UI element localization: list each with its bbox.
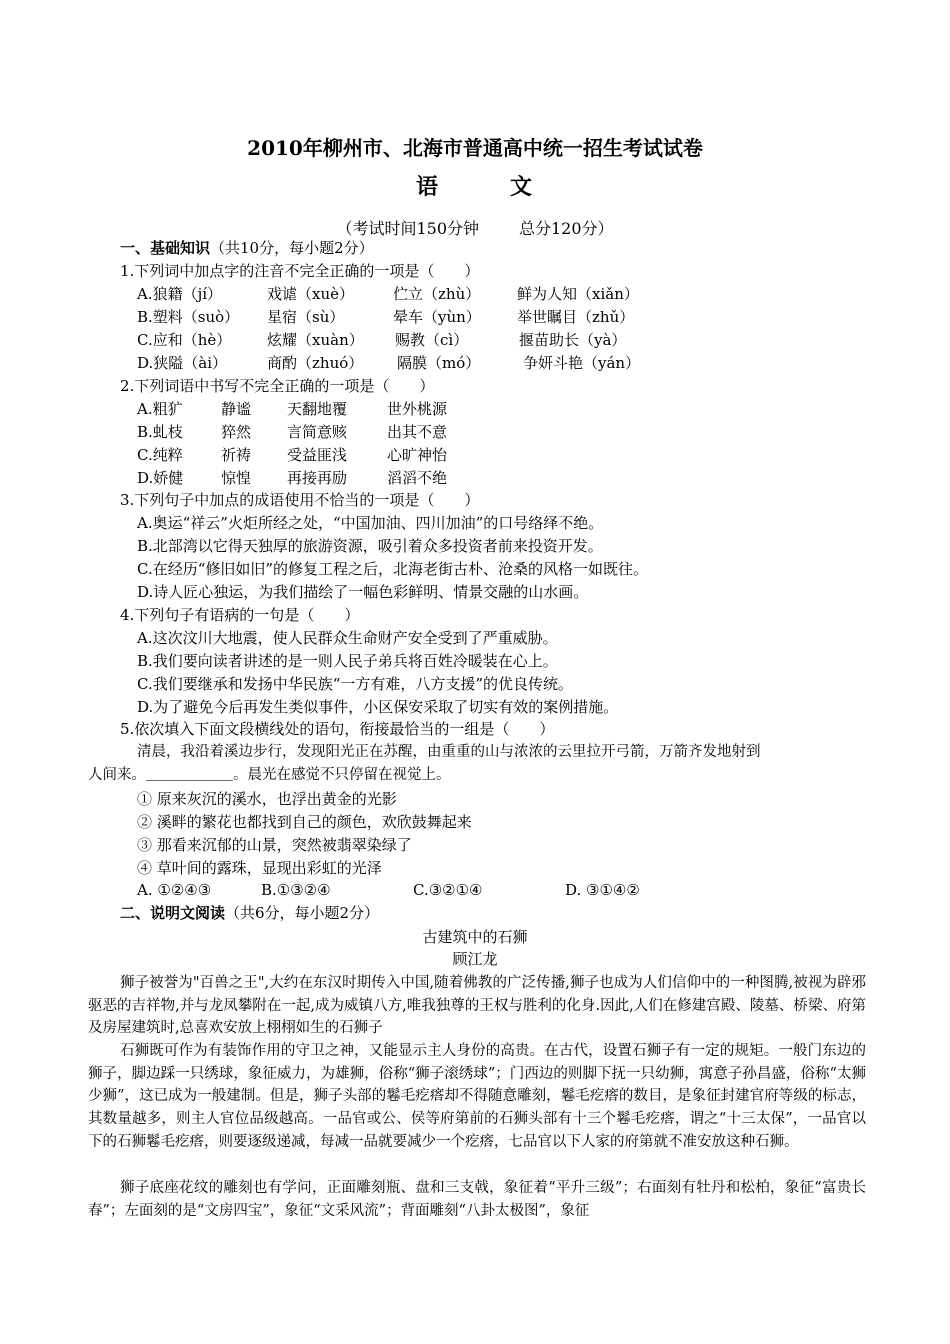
option-term: 星宿（sù）	[267, 308, 345, 326]
option-term: 争妍斗艳（yán）	[523, 354, 641, 372]
option-term: 受益匪浅	[287, 446, 348, 464]
question-3-option-a: A.奥运“祥云”火炬所经之处，“中国加油、四川加油”的口号络绎不绝。	[137, 514, 604, 532]
question-3-option-c: C.在经历“修旧如旧”的修复工程之后，北海老街古朴、沧桑的风格一如既往。	[137, 560, 649, 578]
section-1-title: 一、基础知识	[120, 239, 211, 257]
section-2-note: （共6分，每小题2分）	[225, 904, 380, 922]
option-term: 言简意赅	[287, 423, 348, 441]
question-5-passage-line-1: 清晨，我沿着溪边步行，发现阳光正在苏醒，由重重的山与浓浓的云里拉开弓箭，万箭齐发地射到	[137, 744, 761, 760]
subject-title	[0, 170, 950, 201]
question-4-option-a: A.这次汶川大地震，使人民群众生命财产安全受到了严重威胁。	[137, 629, 558, 647]
question-5-item-1: ① 原来灰沉的溪水，也浮出黄金的光影	[137, 790, 397, 808]
option-term: 天翻地覆	[287, 400, 348, 418]
choice-c: C.③②①④	[413, 881, 483, 899]
option-term: 举世瞩目（zhǔ）	[517, 308, 635, 326]
question-2-option-c	[137, 445, 447, 465]
option-term: 再接再励	[287, 469, 348, 487]
question-5-item-3: ③ 那看来沉郁的山景，突然被翡翠染绿了	[137, 836, 412, 854]
article-author: 顾江龙	[452, 950, 498, 968]
question-2-option-b	[137, 422, 447, 442]
exam-time: （考试时间150分钟	[336, 219, 479, 238]
option-term: 伫立（zhù）	[393, 285, 481, 303]
option-term: 惊惶	[221, 469, 252, 487]
option-term: 滔滔不绝	[387, 469, 448, 487]
section-1-heading	[120, 238, 374, 258]
option-term: 出其不意	[387, 423, 448, 441]
question-3-option-b: B.北部湾以它得天独厚的旅游资源，吸引着众多投资者前来投资开发。	[137, 537, 603, 555]
question-3-stem: 3.下列句子中加点的成语使用不恰当的一项是（ ）	[120, 491, 480, 509]
option-term: 赐教（cì）	[395, 331, 469, 349]
question-5-stem: 5.依次填入下面文段横线处的语句，衔接最恰当的一组是（ ）	[120, 720, 555, 738]
option-term: 心旷神怡	[387, 446, 448, 464]
option-term: 鲜为人知（xiǎn）	[517, 285, 639, 303]
question-4-stem: 4.下列句子有语病的一句是（ ）	[120, 606, 360, 624]
question-1-stem: 1.下列词中加点字的注音不完全正确的一项是（ ）	[120, 262, 480, 280]
question-2-option-d	[137, 468, 447, 488]
option-term: 祈祷	[221, 446, 252, 464]
option-term: A.粗犷	[137, 400, 183, 418]
option-term: B.虬枝	[137, 423, 183, 441]
option-term: 商酌（zhuó）	[267, 354, 364, 372]
subject-char-1: 语	[415, 174, 440, 200]
exam-info	[0, 216, 950, 239]
option-term: B.塑料（suò）	[137, 308, 240, 326]
section-2-title: 二、说明文阅读	[120, 904, 226, 922]
question-1-option-a	[137, 284, 639, 304]
question-1-option-b	[137, 307, 634, 327]
question-5-passage-line-2: 人间来。＿＿＿＿＿＿。晨光在感觉不只停留在视觉上。	[88, 767, 451, 783]
article-paragraph-2: 石狮既可作为有装饰作用的守卫之神，又能显示主人身份的高贵。在古代，设置石狮子有一定的规矩。一般门东边的狮子，脚边踩一只绣球，象征威力，为雄狮，俗称“狮子滚绣球”；门西边的则脚下抚一只幼狮，寓意子孙昌盛，俗称“太狮少狮”，这已成为一般建制。但是，狮子头部的鬈毛疙瘩却不得随意雕刻，鬈毛疙瘩的数目，是象征封建官府等级的标志，其数量越多，则主人官位品级越高。一品官或公、侯等府第前的石狮头部有十三个鬈毛疙瘩，谓之“十三太保”，一品官以下的石狮鬈毛疙瘩，则要逐级递减，每减一品就要减少一个疙瘩，七品官以下人家的府第就不准安放这种石狮。	[88, 1043, 866, 1150]
option-term: D.狭隘（ài）	[137, 354, 228, 372]
option-term: A.狼籍（jí）	[137, 285, 223, 303]
exam-title: 2010年柳州市、北海市普通高中统一招生考试试卷	[247, 136, 703, 160]
section-1-note: （共10分，每小题2分）	[210, 239, 374, 257]
question-4-option-d: D.为了避免今后再发生类似事件，小区保安采取了切实有效的案例措施。	[137, 698, 619, 716]
question-2-option-a	[137, 399, 447, 419]
question-4-option-b: B.我们要向读者讲述的是一则人民子弟兵将百姓冷暖装在心上。	[137, 652, 558, 670]
option-term: C.应和（hè）	[137, 331, 232, 349]
option-term: C.纯粹	[137, 446, 183, 464]
option-term: 戏谑（xuè）	[267, 285, 354, 303]
question-2-stem: 2.下列词语中书写不完全正确的一项是（ ）	[120, 377, 435, 395]
option-term: 晕车（yùn）	[393, 308, 481, 326]
option-term: 猝然	[221, 423, 252, 441]
article-paragraph-1: 狮子被誉为"百兽之王",大约在东汉时期传入中国,随着佛教的广泛传播,狮子也成为人们信仰中的一种图腾,被视为辟邪驱恶的吉祥物,并与龙凤攀附在一起,成为威镇八方,唯我独尊的王权与胜利的化身.因此,人们在修建宫殿、陵墓、桥梁、府第及房屋建筑时,总喜欢安放上栩栩如生的石狮子	[88, 975, 866, 1037]
option-term: D.娇健	[137, 469, 184, 487]
choice-a: A. ①②④③	[137, 881, 212, 899]
subject-char-2: 文	[510, 174, 535, 200]
option-term: 揠苗助长（yà）	[519, 331, 627, 349]
article-title: 古建筑中的石狮	[422, 928, 528, 946]
section-2-heading	[120, 903, 379, 923]
choice-b: B.①③②④	[261, 881, 331, 899]
article-paragraph-3: 狮子底座花纹的雕刻也有学问，正面雕刻瓶、盘和三支戟，象征着“平升三级”；右面刻有牡丹和松柏，象征“富贵长春”；左面刻的是“文房四宝”，象征“文采风流”；背面雕刻“八卦太极图”，象征	[88, 1180, 866, 1219]
question-1-option-d	[137, 353, 640, 373]
question-3-option-d: D.诗人匠心独运，为我们描绘了一幅色彩鲜明、情景交融的山水画。	[137, 583, 589, 601]
option-term: 世外桃源	[387, 400, 448, 418]
option-term: 炫耀（xuàn）	[267, 331, 364, 349]
question-4-option-c: C.我们要继承和发扬中华民族“一方有难，八方支援”的优良传统。	[137, 675, 574, 693]
option-term: 静谧	[221, 400, 252, 418]
question-5-item-2: ② 溪畔的繁花也都找到自己的颜色，欢欣鼓舞起来	[137, 813, 472, 831]
question-1-option-c	[137, 330, 626, 350]
question-5-item-4: ④ 草叶间的露珠，显现出彩虹的光泽	[137, 859, 382, 877]
exam-total: 总分120分）	[519, 219, 614, 238]
question-5-choices	[137, 880, 640, 900]
option-term: 隔膜（mó）	[397, 354, 481, 372]
choice-d: D. ③①④②	[565, 881, 640, 899]
